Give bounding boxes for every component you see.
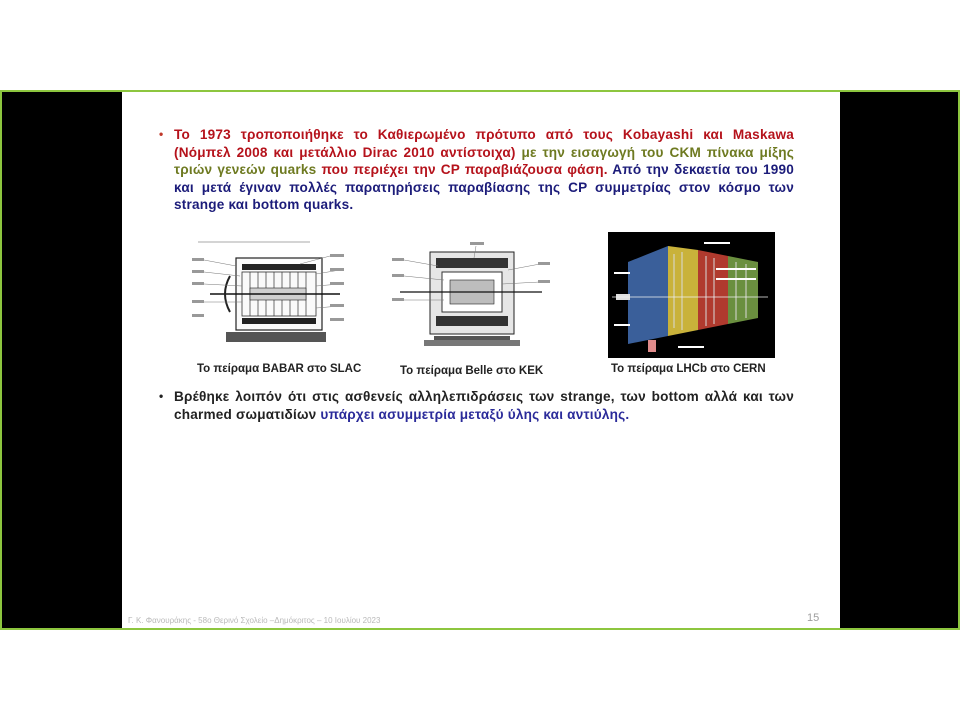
bullet1-text-red: Το 1973 τροποποιήθηκε το Καθιερωμένο πρότυπο από τους Kobayashi και Maskawa (Νόμπελ 2008 και μετάλλιο Dirac 2010 αντίστοιχα)	[174, 127, 794, 160]
caption-lhcb: Το πείραμα LHCb στο CERN	[611, 363, 766, 375]
slide-footer: Γ. Κ. Φανουράκης - 58ο Θερινό Σχολείο –Δημόκριτος – 10 Ιουλίου 2023	[128, 616, 381, 625]
bullet-cp-violation	[159, 126, 795, 214]
bullet-dot-icon: •	[159, 389, 164, 403]
babar-detector-image	[190, 236, 346, 356]
caption-babar: Το πείραμα BABAR στο SLAC	[197, 363, 362, 375]
bullet-dot-icon: •	[159, 127, 164, 141]
slide	[122, 92, 840, 628]
lhcb-detector-image	[608, 232, 775, 358]
bullet1-text-red-2: που περιέχει την CP παραβιάζουσα φάση.	[321, 162, 608, 177]
bullet-asymmetry	[159, 388, 794, 423]
belle-detector-image	[390, 242, 552, 354]
bullet2-text-dark: Βρέθηκε λοιπόν ότι στις ασθενείς αλληλεπιδράσεις των strange, των bottom αλλά και των charmed σωματιδίων	[174, 389, 794, 422]
caption-belle: Το πείραμα Belle στο KEK	[400, 365, 544, 377]
bullet2-text-blue: υπάρχει ασυμμετρία μεταξύ ύλης και αντιύλης.	[320, 406, 630, 422]
bullet1-text-navy: Από την δεκαετία του 1990 και μετά έγιναν πολλές παρατηρήσεις παραβίασης της CP συμμετρίας στον κόσμο των strange και bottom quarks.	[174, 162, 794, 212]
slide-frame	[0, 90, 960, 630]
bullet1-text-olive: με την εισαγωγή του CKM πίνακα μίξης τριών γενεών quarks	[174, 144, 795, 177]
page-number: 15	[807, 612, 820, 624]
